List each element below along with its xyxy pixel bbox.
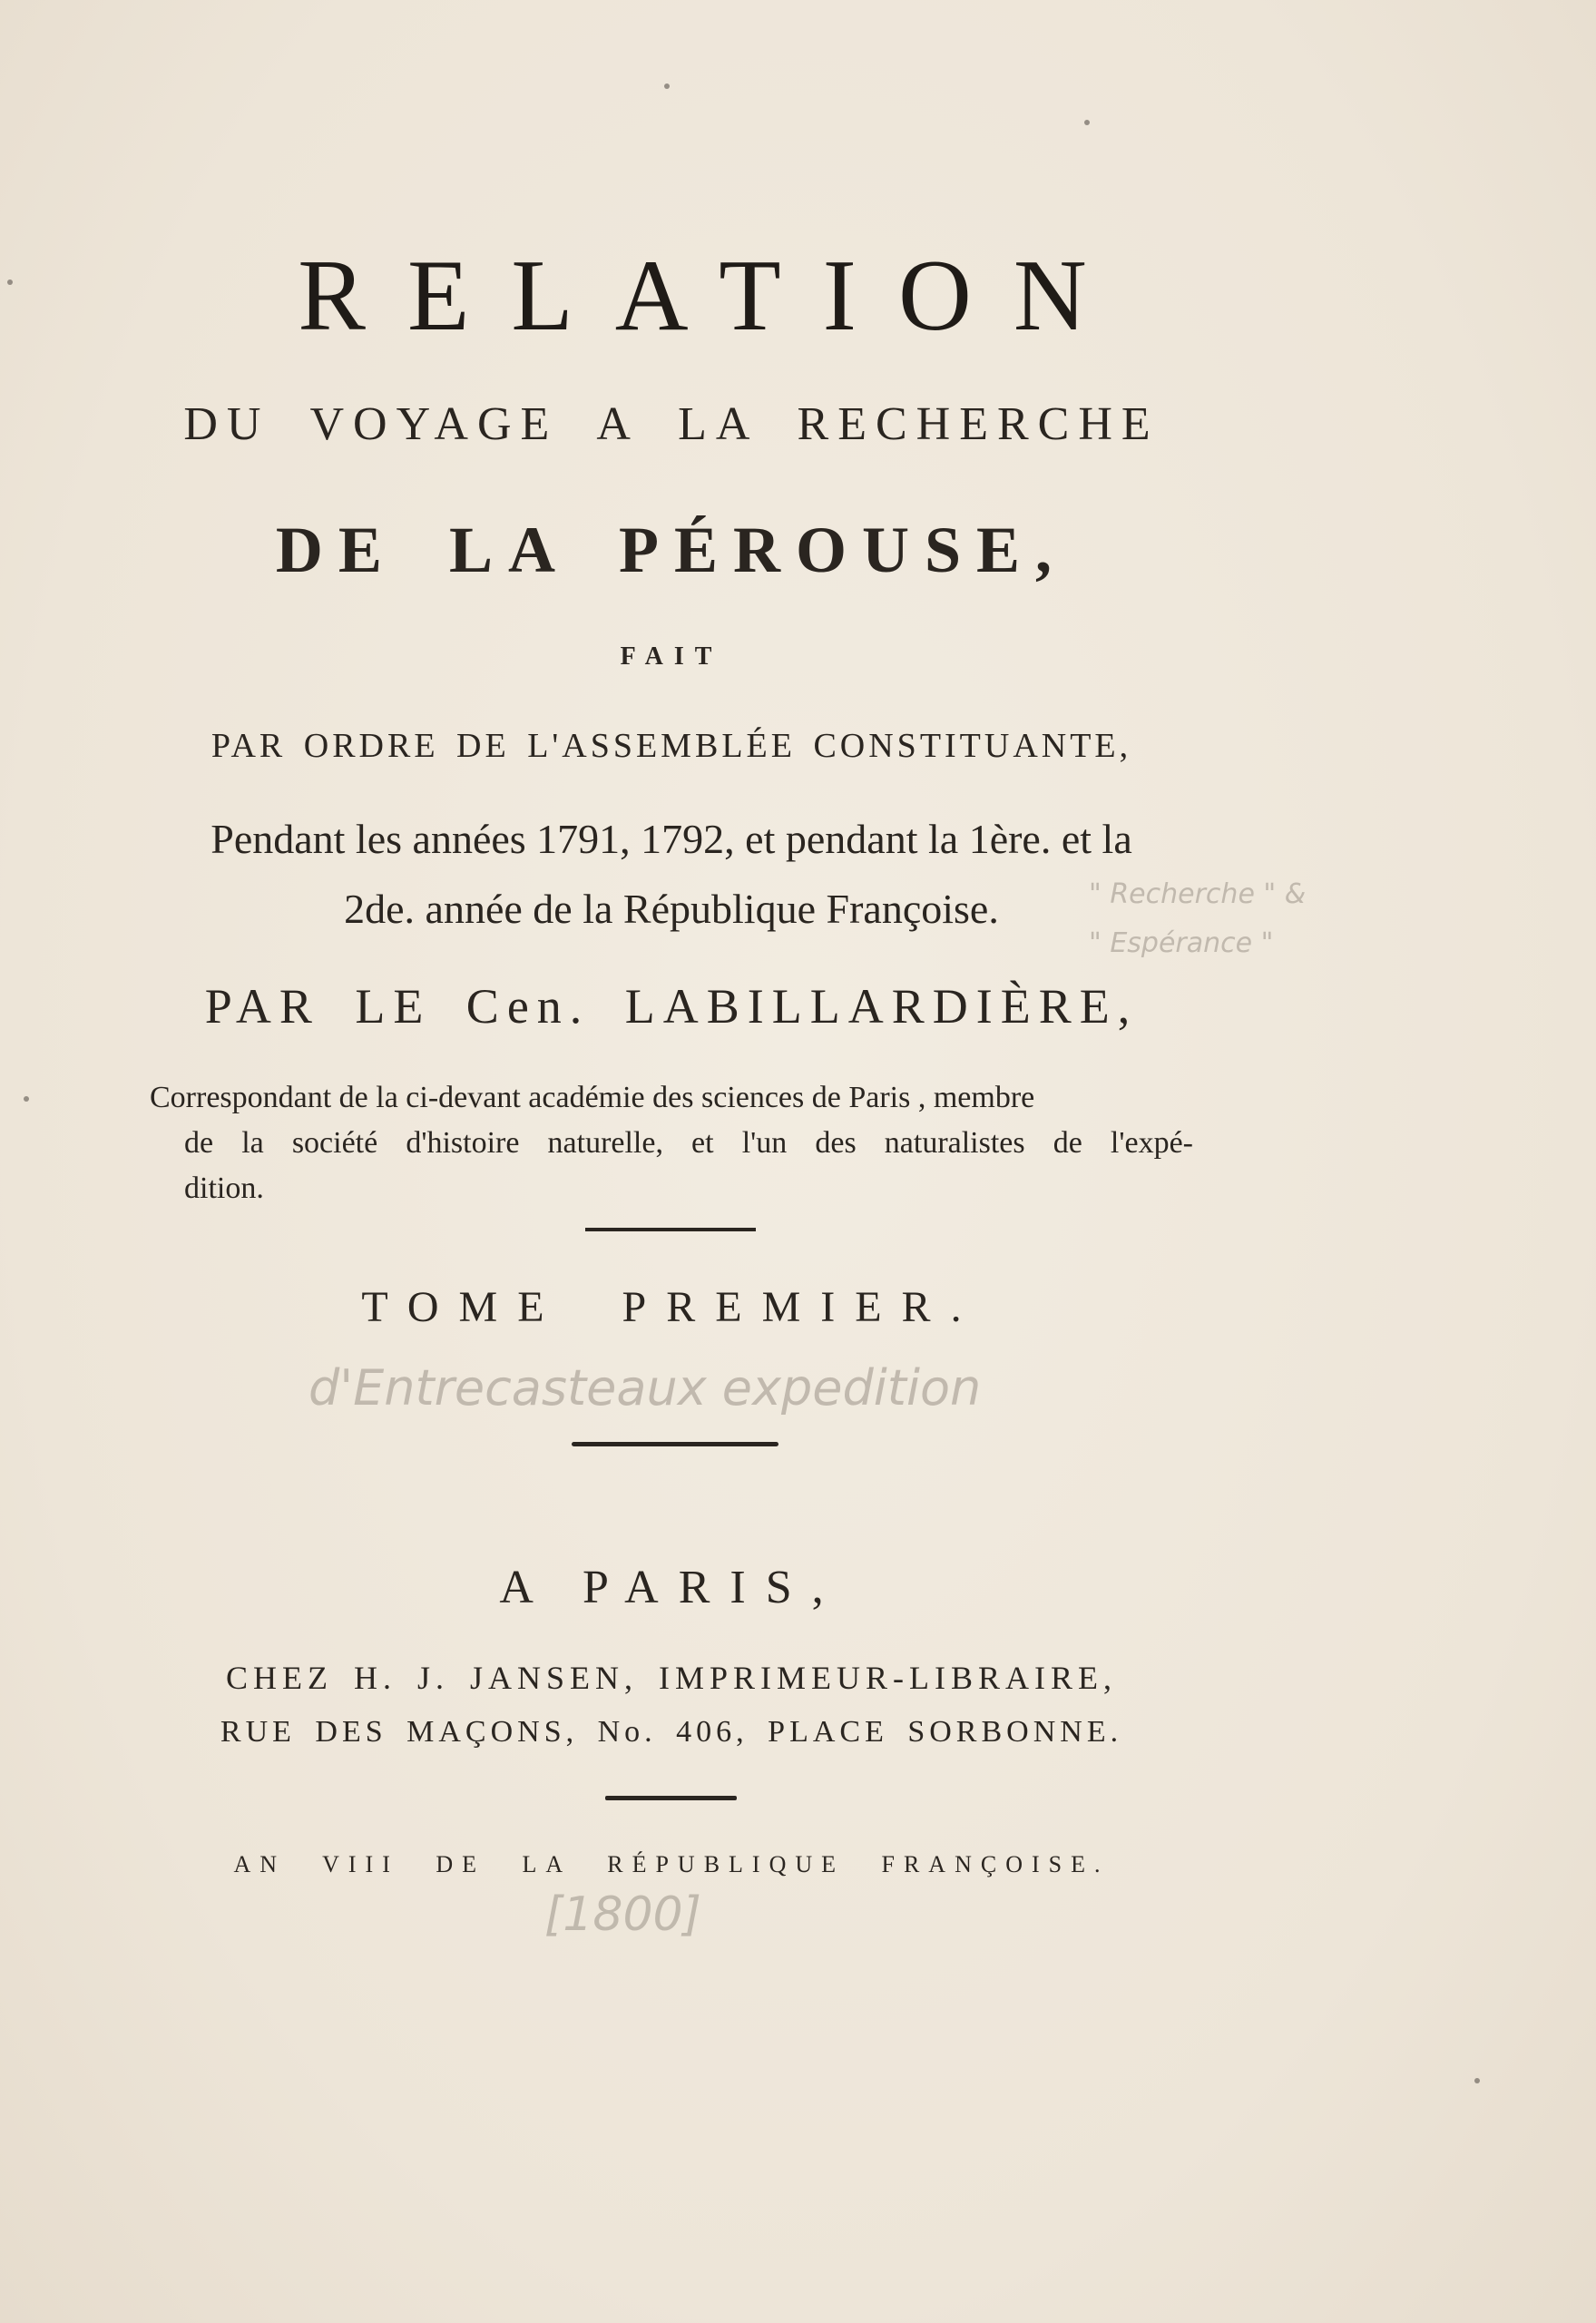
author-line: PAR LE Cen. LABILLARDIÈRE, [204,979,1139,1034]
affiliation-line-3: dition. [184,1171,264,1205]
divider-rule-2 [572,1442,778,1446]
paper-speck [664,83,670,89]
publisher-line-1: CHEZ H. J. JANSEN, IMPRIMEUR-LIBRAIRE, [225,1660,1118,1696]
pencil-note-middle: d'Entrecasteaux expedition [308,1359,982,1416]
affiliation-line-1: Correspondant de la ci-devant académie des sciences de Paris , membre [150,1081,1035,1114]
pencil-note-right-2: " Espérance " [1089,927,1274,959]
paper-speck [1084,120,1090,125]
book-title: RELATION [298,240,1129,352]
divider-rule-1 [585,1228,756,1231]
fait-label: FAIT [620,642,723,671]
paper-speck [7,279,13,285]
pencil-note-year: [1800] [544,1887,701,1942]
imprint-place: A PARIS, [499,1562,844,1613]
paper-speck [24,1096,29,1102]
pencil-note-right-1: " Recherche " & [1089,878,1307,910]
subtitle-line-1: DU VOYAGE A LA RECHERCHE [183,398,1160,450]
imprint-date: AN VIII DE LA RÉPUBLIQUE FRANÇOISE. [233,1851,1110,1877]
subtitle-line-2: DE LA PÉROUSE, [275,514,1068,586]
years-line-2: 2de. année de la République Françoise. [344,886,999,932]
paper-speck [1474,2078,1480,2083]
affiliation-line-2: de la société d'histoire naturelle, et l'un des naturalistes de l'expé- [184,1126,1193,1160]
author-affiliation [150,1075,1193,1211]
publisher-line-2: RUE DES MAÇONS, No. 406, PLACE SORBONNE. [220,1715,1123,1749]
years-line-1: Pendant les années 1791, 1792, et pendant la 1ère. et la [211,816,1132,862]
divider-rule-3 [605,1796,737,1800]
volume-label: TOME PREMIER. [361,1283,982,1331]
order-line: PAR ORDRE DE L'ASSEMBLÉE CONSTITUANTE, [211,727,1132,765]
